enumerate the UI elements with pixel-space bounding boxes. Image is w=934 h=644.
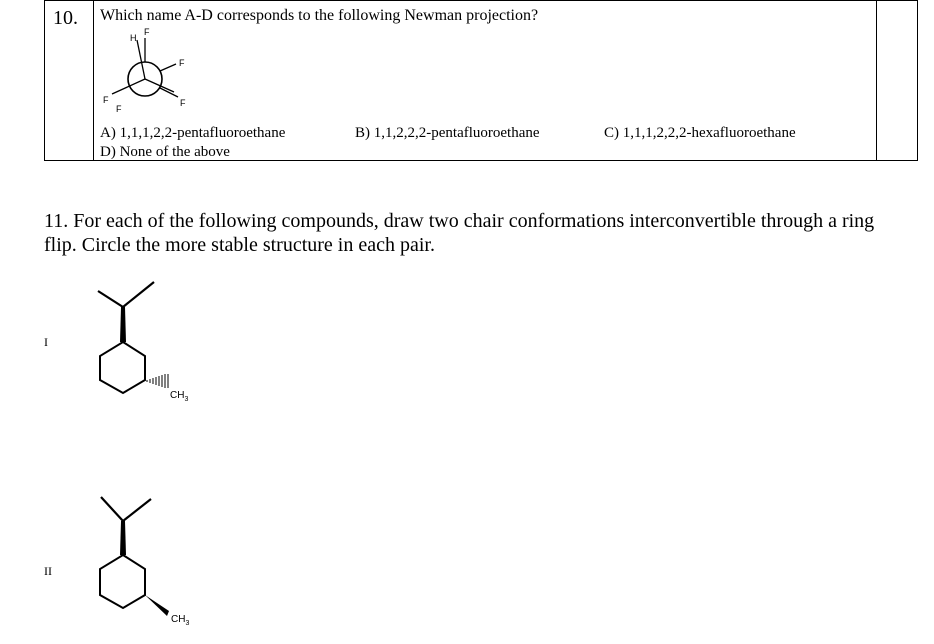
compound-2-methyl-subscript: 3 bbox=[185, 620, 190, 627]
newman-label-f-top: F bbox=[144, 27, 150, 37]
compound-2-wedge-bond bbox=[120, 521, 126, 555]
compound-1-numeral: I bbox=[44, 335, 48, 349]
compound-2-cyclohexane-ring bbox=[100, 555, 145, 608]
compound-1-methyl-ch: CH bbox=[170, 390, 185, 401]
newman-front-bond-right bbox=[145, 79, 174, 92]
compound-2-isopropyl-bond-left bbox=[101, 497, 123, 521]
newman-back-bond-right-upper bbox=[160, 64, 176, 71]
choice-a: A) 1,1,1,2,2-pentafluoroethane bbox=[100, 125, 286, 141]
question-number-cell bbox=[45, 1, 94, 161]
choice-c: C) 1,1,1,2,2,2-hexafluoroethane bbox=[604, 125, 796, 141]
compound-1-isopropyl-bond-left bbox=[98, 291, 123, 307]
compound-1-hashed-bond bbox=[147, 374, 168, 388]
newman-label-f-bottom: F bbox=[116, 104, 122, 114]
newman-label-h: H bbox=[130, 33, 137, 43]
compound-1-wedge-bond bbox=[120, 307, 126, 342]
newman-label-f-left: F bbox=[103, 95, 109, 105]
compound-1-methyl-label bbox=[170, 390, 188, 403]
compound-2-numeral: II bbox=[44, 564, 52, 578]
compound-2-structure bbox=[85, 490, 215, 635]
question-10-text: Which name A-D corresponds to the following Newman projection? bbox=[100, 7, 539, 24]
compound-2-methyl-wedge-bond bbox=[145, 595, 169, 616]
newman-label-f-right-upper: F bbox=[179, 58, 185, 68]
compound-2-methyl-ch: CH bbox=[171, 614, 186, 625]
compound-2-isopropyl-bond-right bbox=[123, 499, 151, 521]
choice-b: B) 1,1,2,2,2-pentafluoroethane bbox=[355, 125, 540, 141]
compound-1-methyl-subscript: 3 bbox=[184, 396, 189, 403]
compound-1-cyclohexane-ring bbox=[100, 342, 145, 393]
question-11-text: 11. For each of the following compounds, draw two chair conformations interconvertible through a ring flip. Circle the more stable structure in each pair. bbox=[44, 210, 875, 256]
compound-1-structure bbox=[88, 272, 218, 407]
choice-d: D) None of the above bbox=[100, 144, 230, 160]
newman-front-bond-top bbox=[137, 40, 145, 79]
newman-projection bbox=[90, 24, 210, 124]
newman-label-f-right-lower: F bbox=[180, 98, 186, 108]
question-10-number: 10. bbox=[53, 7, 78, 29]
compound-1-isopropyl-bond-right bbox=[123, 282, 154, 307]
answer-cell bbox=[877, 1, 918, 161]
compound-2-methyl-label bbox=[171, 614, 189, 627]
